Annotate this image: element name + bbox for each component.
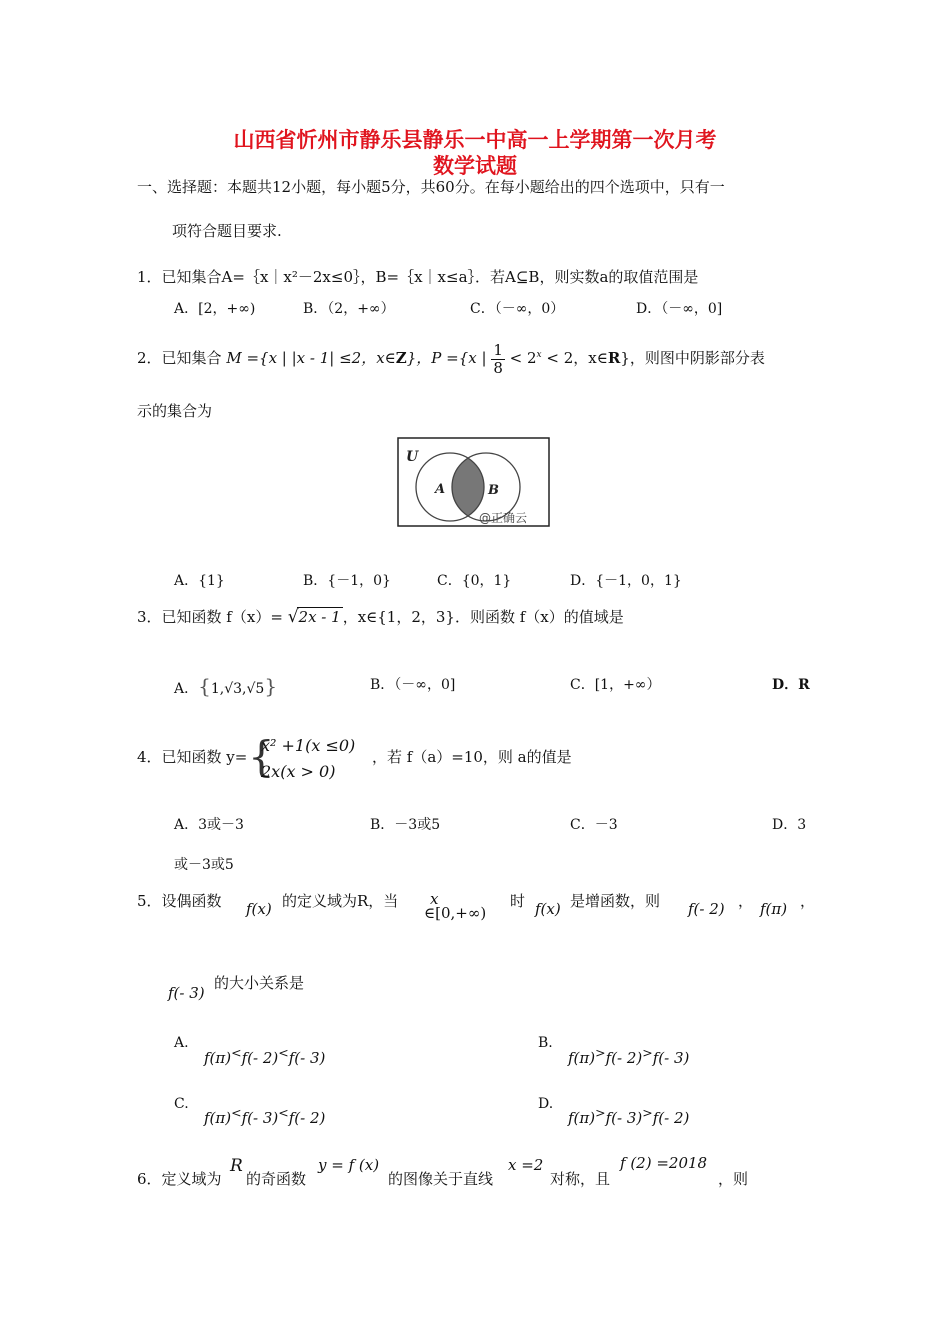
question-1-stem: 1．已知集合A=｛x｜x²－2x≤0｝，B=｛x｜x≤a｝．若A⊆B，则实数a的取值范围是 (137, 268, 699, 286)
question-5-s3: 时 (510, 892, 526, 910)
q3-pre: 3．已知函数 f（x）= (137, 608, 283, 626)
q3-option-a-value: 1,√3,√5 (210, 681, 265, 697)
q5-f-pi: f(π) (760, 900, 788, 918)
section-instructions-line1: 一、选择题：本题共12小题，每小题5分，共60分。在每小题给出的四个选项中，只有一 (137, 178, 725, 196)
q5-option-c: f(π)<f(- 3)<f(- 2) (204, 1105, 326, 1127)
q4-option-wrap: 或－3或5 (174, 857, 234, 873)
q6-f2: f (2) =2018 (620, 1154, 708, 1172)
question-6-s5: ，则 (718, 1170, 749, 1188)
q5-fx: f(x) (246, 900, 272, 918)
question-5-s5: 的大小关系是 (214, 974, 305, 992)
q1-option-a: A．[2，+∞) (174, 301, 256, 317)
question-6-s4: 对称，且 (550, 1170, 611, 1188)
q2-ineq-end: < 2，x∈ (546, 349, 608, 367)
q4-option-d: D．3 (772, 817, 807, 833)
question-6-s1: 6．定义域为 (137, 1170, 222, 1188)
question-2-stem (137, 336, 765, 377)
q3-radicand: 2x - 1 (298, 608, 341, 626)
question-5-s4: 是增函数，则 (570, 892, 661, 910)
q1-option-c: C．（－∞，0） (470, 301, 565, 317)
q4-piecewise (261, 734, 355, 784)
q3-option-b: B．（－∞，0] (370, 677, 456, 693)
q2-option-a: A．{1} (174, 573, 225, 589)
question-4-post: ，若 f（a）=10，则 a的值是 (372, 748, 572, 766)
q1-option-b: B．（2，+∞） (303, 301, 395, 317)
q5-interval: ∈[0,+∞) (424, 904, 487, 922)
question-6-s2: 的奇函数 (246, 1170, 307, 1188)
q5-comma2: ， (800, 892, 816, 910)
venn-diagram (397, 437, 551, 529)
q2-number: 2．已知集合 (137, 349, 222, 367)
q5-option-a-label: A. (174, 1035, 189, 1051)
q4-option-b: B．－3或5 (370, 817, 441, 833)
q3-post: ，x∈{1，2，3}．则函数 f（x）的值域是 (342, 608, 624, 626)
q4-piece-1: x² +1(x ≤0) (261, 736, 356, 755)
venn-label-b: B (488, 483, 499, 498)
venn-label-u: U (406, 449, 419, 465)
q5-option-d: f(π)>f(- 3)>f(- 2) (568, 1105, 690, 1127)
q2-exponent: x (536, 350, 542, 360)
question-6-s3: 的图像关于直线 (388, 1170, 494, 1188)
venn-watermark: @正确云 (479, 511, 528, 525)
q5-option-c-label: C. (174, 1096, 189, 1112)
q2-z: Z (395, 349, 407, 367)
q5-option-b: f(π)>f(- 2)>f(- 3) (568, 1045, 690, 1067)
q2-option-c: C．{0，1} (437, 573, 512, 589)
q4-brace: { (248, 732, 275, 781)
section-instructions-line2: 项符合题目要求. (172, 222, 282, 240)
q5-fx2: f(x) (535, 900, 561, 918)
page-title: 山西省忻州市静乐县静乐一中高一上学期第一次月考 (233, 127, 717, 152)
q2-set-m: M ={x | |x - 1| ≤2，x∈ (226, 349, 396, 367)
q5-option-b-label: B. (538, 1035, 553, 1051)
question-5-s2: 的定义域为R，当 (282, 892, 399, 910)
q6-r: R (230, 1156, 243, 1176)
q5-comma1: ， (738, 892, 754, 910)
q2-option-d: D．{－1，0，1} (570, 573, 682, 589)
q4-piece-2: 2x(x > 0) (261, 762, 336, 781)
question-5-s1: 5．设偶函数 (137, 892, 222, 910)
q1-option-d: D．（－∞，0] (636, 301, 723, 317)
venn-label-a: A (435, 482, 446, 497)
q5-f-m2: f(- 2) (688, 900, 725, 918)
q5-option-d-label: D. (538, 1096, 554, 1112)
q5-f-m3: f(- 3) (168, 984, 205, 1002)
q3-option-d: D．R (772, 677, 810, 693)
q4-option-a: A．3或－3 (174, 817, 244, 833)
q4-option-c: C．－3 (570, 817, 618, 833)
question-3-stem: 3．已知函数 f（x）= √2x - 1 ，x∈{1，2，3}．则函数 f（x）的值域是 (137, 607, 624, 627)
question-2-line2: 示的集合为 (137, 402, 213, 420)
q5-option-a: f(π)<f(- 2)<f(- 3) (204, 1045, 326, 1067)
q2-tail: }，则图中阴影部分表 (620, 349, 765, 367)
q3-option-c: C．[1，+∞） (570, 677, 661, 693)
q2-r: R (607, 349, 621, 367)
q2-fraction: $\frac{1}{8}$ (493, 340, 503, 377)
question-4-pre: 4．已知函数 y= (137, 748, 248, 766)
q2-ineq: < 2 (509, 349, 537, 367)
q6-yfx: y = f (x) (318, 1156, 380, 1174)
q6-x2: x =2 (508, 1156, 544, 1174)
q3-option-a: A．{1,√3,√5} (174, 674, 278, 698)
page-subtitle: 数学试题 (433, 153, 517, 178)
q2-option-b: B．{－1，0} (303, 573, 391, 589)
q5-x: x (430, 890, 439, 908)
q2-set-p: }，P ={x | (406, 349, 487, 367)
